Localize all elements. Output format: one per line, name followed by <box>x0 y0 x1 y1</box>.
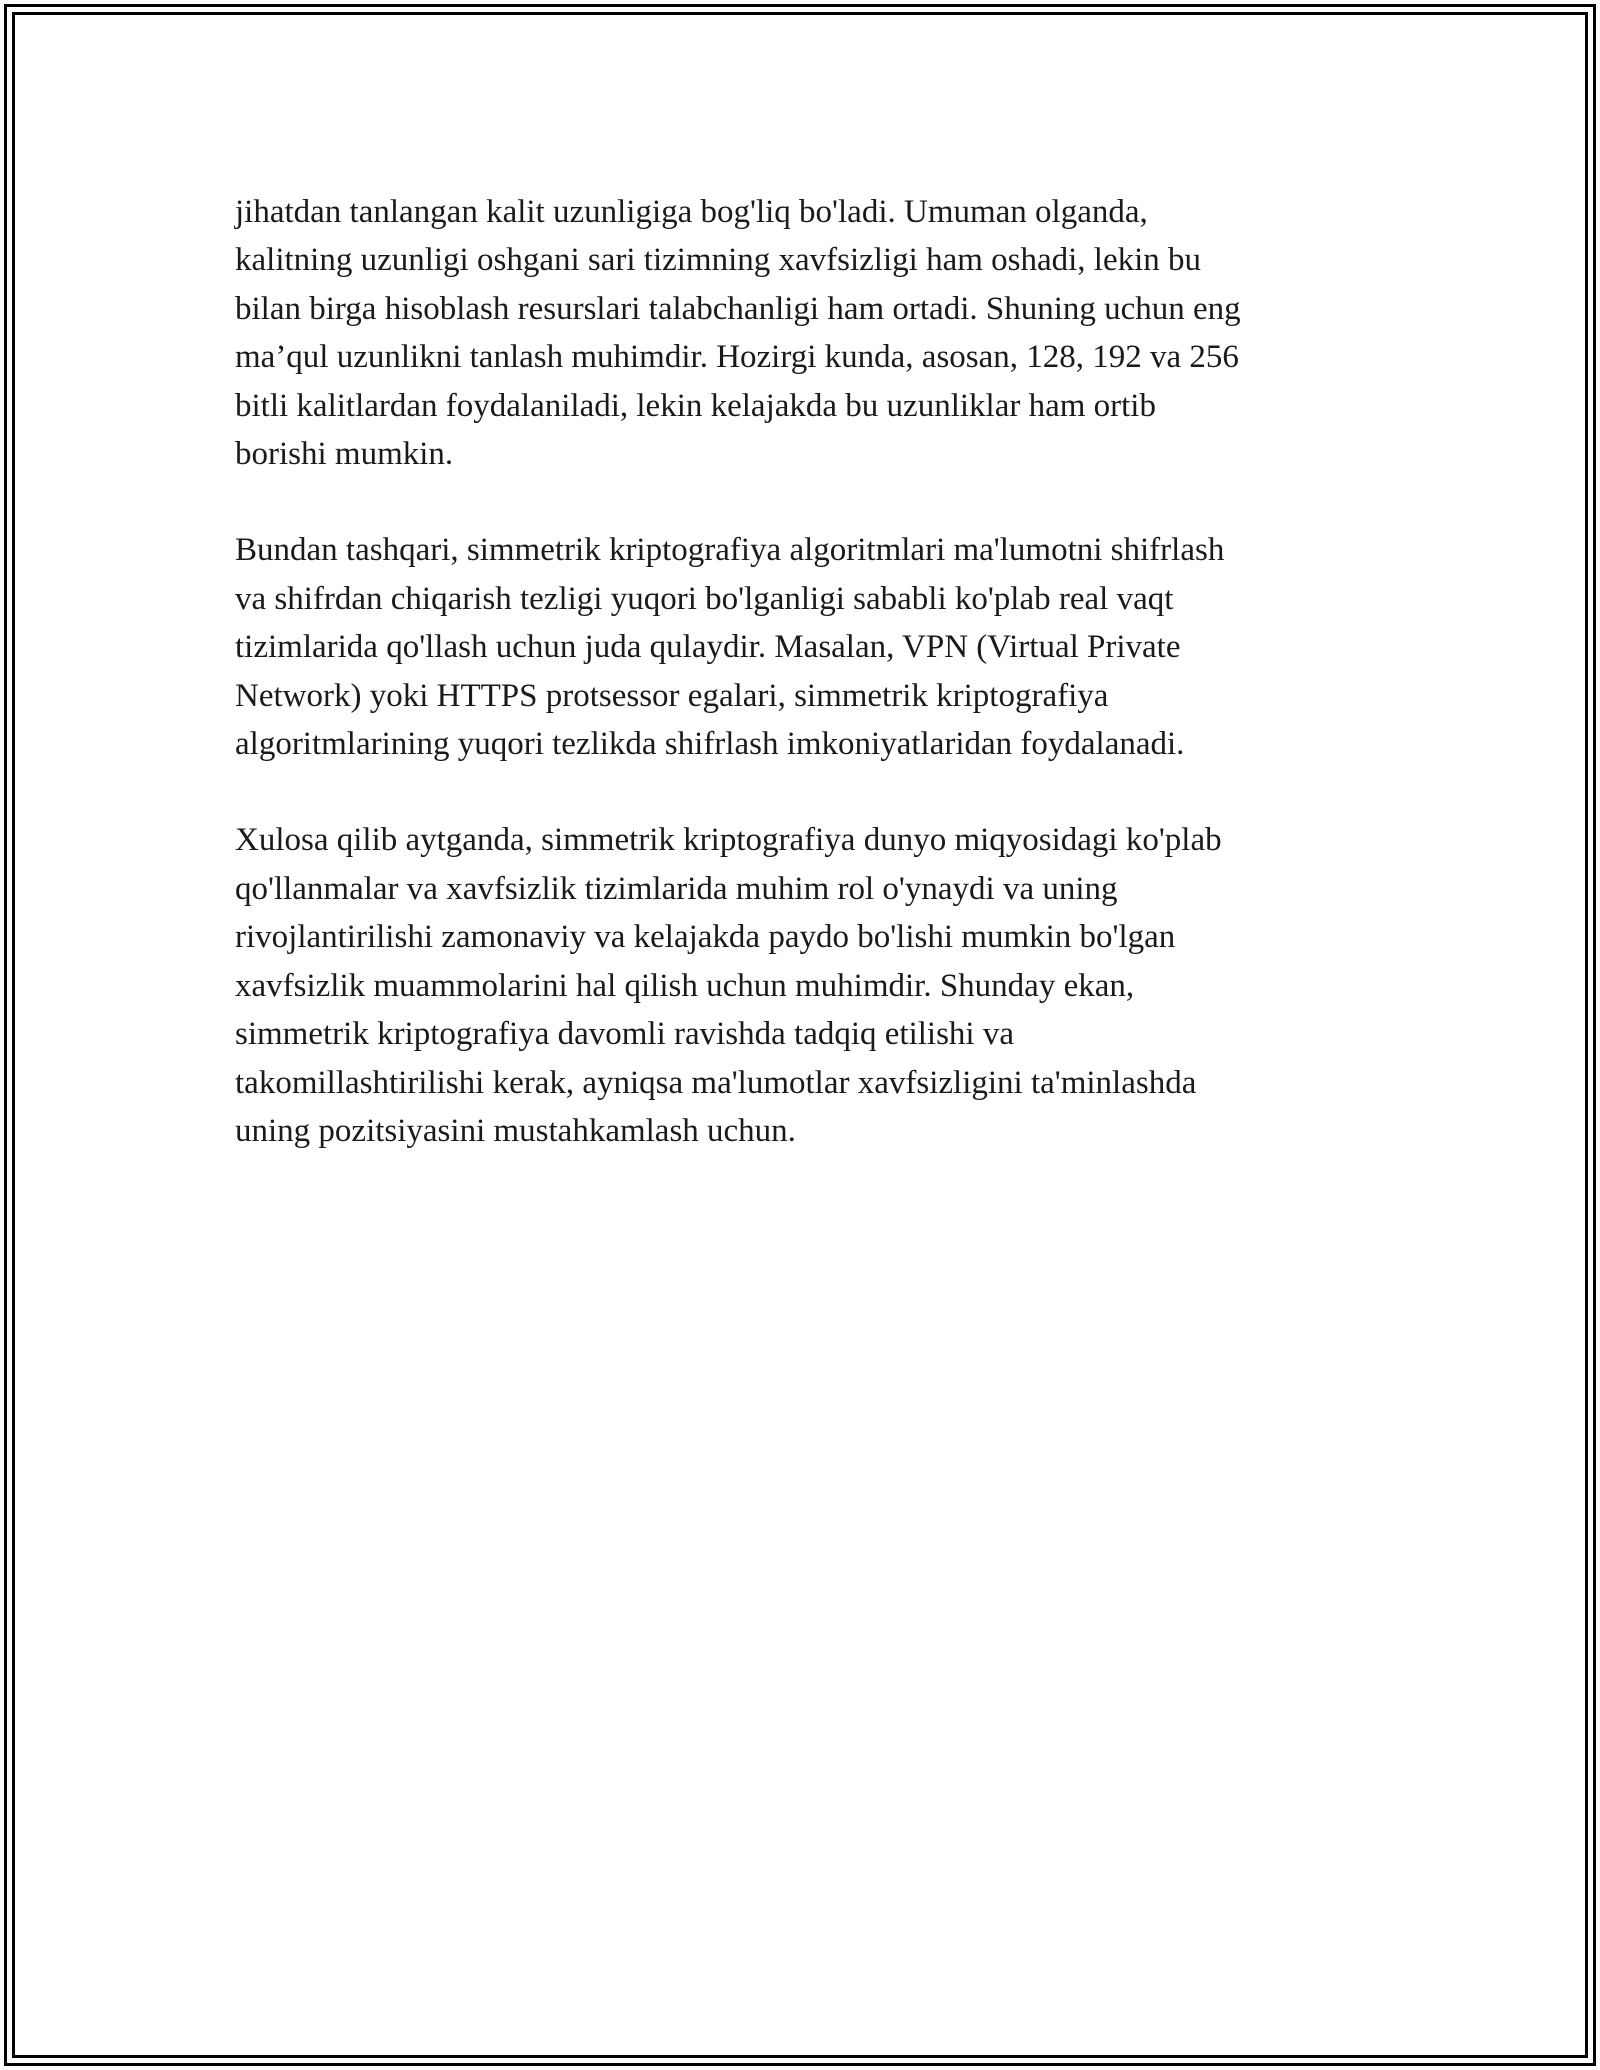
paragraph-key-length: jihatdan tanlangan kalit uzunligiga bog'liq bo'ladi. Umuman olganda, kalitning uzunligi oshgani sari tizimning xavfsizligi ham oshadi, lekin bu bilan birga hisoblash resurslari talabchanligi ham ortadi. Shuning uchun eng ma’qul uzunlikni tanlash muhimdir. Hozirgi kunda, asosan, 128, 192 va 256 bitli kalitlardan foydalaniladi, lekin kelajakda bu uzunliklar ham ortib borishi mumkin. <box>235 194 1241 473</box>
paragraph-conclusion: Xulosa qilib aytganda, simmetrik kriptografiya dunyo miqyosidagi ko'plab qo'llanmalar va xavfsizlik tizimlarida muhim rol o'ynaydi va uning rivojlantirilishi zamonaviy va kelajakda paydo bo'lishi mumkin bo'lgan xavfsizlik muammolarini hal qilish uchun muhimdir. Shunday ekan, simmetrik kriptografiya davomli ravishda tadqiq etilishi va takomillashtirilishi kerak, ayniqsa ma'lumotlar xavfsizligini ta'minlashda uning pozitsiyasini mustahkamlash uchun. <box>235 822 1222 1149</box>
paragraph-speed-applications: Bundan tashqari, simmetrik kriptografiya algoritmlari ma'lumotni shifrlash va shifrdan chiqarish tezligi yuqori bo'lganligi sababli ko'plab real vaqt tizimlarida qo'llash uchun juda qulaydir. Masalan, VPN (Virtual Private Network) yoki HTTPS protsessor egalari, simmetrik kriptografiya algoritmlarining yuqori tezlikda shifrlash imkoniyatlaridan foydalanadi. <box>235 532 1225 763</box>
document-body <box>235 188 1375 1203</box>
